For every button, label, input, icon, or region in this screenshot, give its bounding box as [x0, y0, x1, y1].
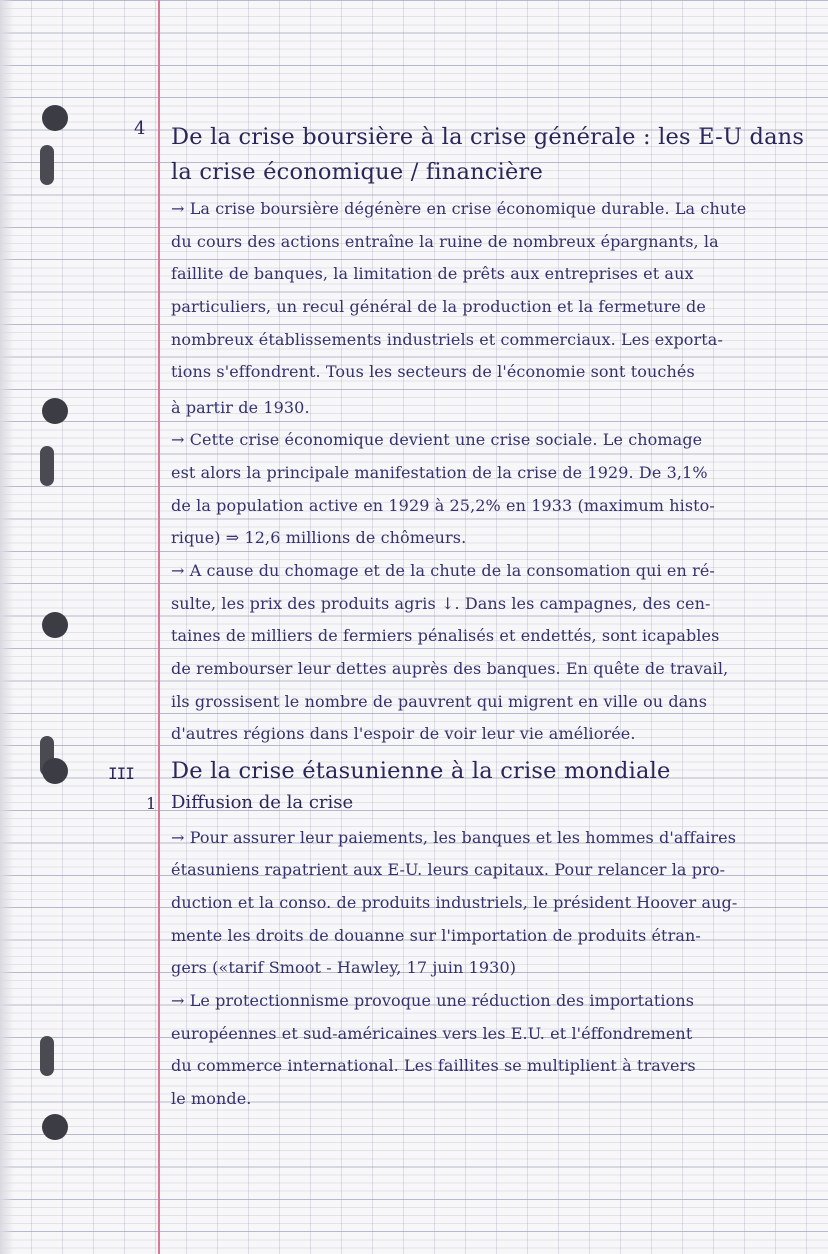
text-line: duction et la conso. de produits industriels, le président Hoover aug- [171, 893, 738, 912]
text-line: est alors la principale manifestation de la crise de 1929. De 3,1% [171, 463, 708, 482]
text-line: de la population active en 1929 à 25,2% en 1933 (maximum histo- [171, 496, 715, 515]
binder-slot [40, 145, 54, 185]
text-line: du commerce international. Les faillites se multiplient à travers [171, 1056, 696, 1075]
text-line: européennes et sud-américaines vers les E.U. et l'éffondrement [171, 1024, 693, 1043]
text-line: → Pour assurer leur paiements, les banques et les hommes d'affaires [171, 828, 737, 847]
text-line: d'autres régions dans l'espoir de voir leur vie améliorée. [171, 724, 636, 743]
text-line: mente les droits de douanne sur l'importation de produits étran- [171, 926, 701, 945]
text-line: rique) ⇒ 12,6 millions de chômeurs. [171, 528, 467, 547]
binder-hole [42, 1114, 68, 1140]
text-line: particuliers, un recul général de la production et la fermeture de [171, 297, 706, 316]
text-line: faillite de banques, la limitation de prêts aux entreprises et aux [171, 264, 694, 283]
text-line: nombreux établissements industriels et commerciaux. Les exporta- [171, 330, 723, 349]
text-line: → La crise boursière dégénère en crise économique durable. La chute [171, 199, 747, 218]
section-title: De la crise étasunienne à la crise mondiale [171, 758, 671, 784]
section-title-line-2: la crise économique / financière [171, 159, 543, 185]
text-line: tions s'effondrent. Tous les secteurs de l'économie sont touchés [171, 362, 695, 381]
text-line: ils grossisent le nombre de pauvrent qui migrent en ville ou dans [171, 692, 708, 711]
text-line: → Le protectionnisme provoque une réduction des importations [171, 991, 695, 1010]
binder-hole [42, 398, 68, 424]
binder-slot [40, 1036, 54, 1076]
text-line: étasuniens rapatrient aux E-U. leurs capitaux. Pour relancer la pro- [171, 860, 726, 879]
subsection-number: 1 [146, 794, 157, 813]
binder-hole [42, 758, 68, 784]
page-edge-shadow [0, 0, 14, 1254]
section-title-line-1: De la crise boursière à la crise générale : les E-U dans [171, 124, 805, 150]
text-line: → Cette crise économique devient une crise sociale. Le chomage [171, 430, 703, 449]
binder-hole [42, 105, 68, 131]
text-line: → A cause du chomage et de la chute de la consomation qui en ré- [171, 561, 715, 580]
text-line: du cours des actions entraîne la ruine de nombreux épargnants, la [171, 232, 719, 251]
text-line: de rembourser leur dettes auprès des banques. En quête de travail, [171, 659, 729, 678]
text-line: gers («tarif Smoot - Hawley, 17 juin 1930) [171, 958, 517, 977]
binder-hole [42, 612, 68, 638]
text-line: le monde. [171, 1089, 252, 1108]
section-number: III [108, 764, 134, 783]
margin-line [158, 0, 160, 1254]
text-line: sulte, les prix des produits agris ↓. Dans les campagnes, des cen- [171, 594, 711, 613]
text-line: à partir de 1930. [171, 398, 310, 417]
binder-slot [40, 446, 54, 486]
subsection-title: Diffusion de la crise [171, 792, 354, 813]
section-number: 4 [134, 118, 146, 139]
text-line: taines de milliers de fermiers pénalisés et endettés, sont icapables [171, 626, 720, 645]
